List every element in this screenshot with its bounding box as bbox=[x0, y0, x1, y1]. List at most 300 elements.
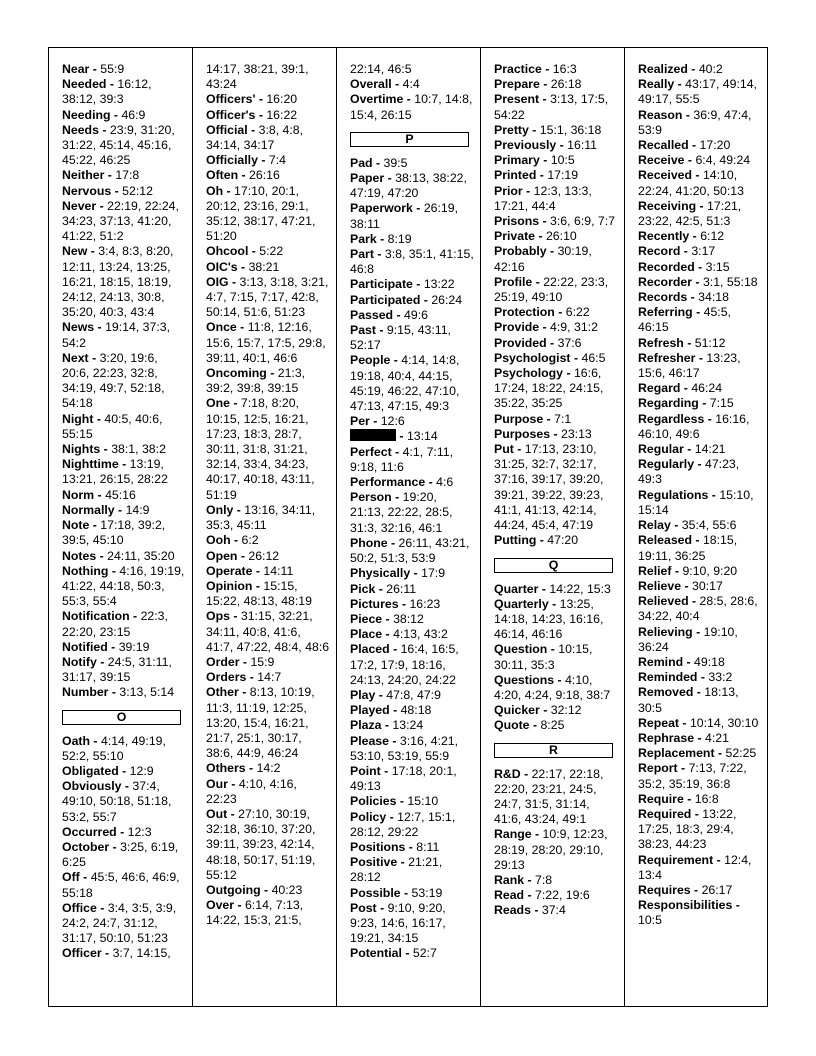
entry-page-refs: 3:25, 6:19, 6:25 bbox=[62, 839, 179, 870]
index-entry: Point - 17:18, 20:1, 49:13 bbox=[350, 763, 457, 794]
entry-term: Relieving bbox=[638, 624, 693, 639]
entry-term: Notified bbox=[62, 639, 108, 654]
index-entry: Profile - 22:22, 23:3, 25:19, 49:10 bbox=[494, 274, 609, 305]
index-entry: Officers' - 16:20 bbox=[206, 92, 298, 107]
entry-term: Past bbox=[350, 323, 376, 338]
index-entry: Opinion - 15:15, 15:22, 48:13, 48:19 bbox=[206, 578, 312, 609]
entry-page-refs: 43:17, 49:14, 49:17, 55:5 bbox=[638, 77, 757, 107]
entry-page-refs: 22:3, 22:20, 23:15 bbox=[62, 609, 168, 639]
index-entry: Per - 12:6 bbox=[350, 414, 405, 429]
entry-term: Question bbox=[494, 642, 548, 657]
index-entry: Phone - 26:11, 43:21, 50:2, 51:3, 53:9 bbox=[350, 535, 470, 566]
index-entry: Recorder - 3:1, 55:18 bbox=[638, 274, 758, 289]
entry-page-refs: 22:17, 22:18, 22:20, 23:21, 24:5, 24:7, 31:5, 31:14, 41:6, 43:24, 49:1 bbox=[494, 766, 604, 827]
index-entry: Passed - 49:6 bbox=[350, 307, 428, 322]
index-entry: Ops - 31:15, 32:21, 34:11, 40:8, 41:6, 41:7, 47:22, 48:4, 48:6 bbox=[206, 609, 330, 654]
index-entry: Potential - 52:7 bbox=[350, 946, 437, 961]
entry-page-refs: 11:8, 12:16, 15:6, 15:7, 17:5, 29:8, 39:11, 40:1, 46:6 bbox=[206, 320, 326, 365]
index-entry: OIC's - 38:21 bbox=[206, 259, 280, 274]
entry-term: Our bbox=[206, 776, 228, 791]
index-entry: Office - 3:4, 3:5, 3:9, 24:2, 24:7, 31:12, 31:17, 50:10, 51:23 bbox=[62, 900, 177, 946]
entry-term: News bbox=[62, 320, 95, 335]
entry-term: Putting bbox=[494, 533, 537, 548]
entry-page-refs: 23:13 bbox=[560, 426, 592, 441]
entry-term: Needing bbox=[62, 107, 111, 122]
entry-term: Off bbox=[62, 870, 80, 885]
index-entry: Record - 3:17 bbox=[638, 244, 716, 259]
entry-term: Outgoing bbox=[206, 882, 261, 897]
entry-page-refs: 9:10, 9:20, 9:23, 14:6, 16:17, 19:21, 34:15 bbox=[350, 900, 446, 946]
entry-page-refs: 46:9 bbox=[121, 107, 146, 122]
entry-page-refs: 38:13, 38:22, 47:19, 47:20 bbox=[350, 171, 467, 201]
index-entry: Nighttime - 13:19, 13:21, 26:15, 28:22 bbox=[62, 457, 168, 487]
index-entry: Quicker - 32:12 bbox=[494, 703, 582, 718]
index-entry bbox=[350, 62, 474, 77]
index-entry: Regardless - 16:16, 46:10, 49:6 bbox=[638, 411, 750, 441]
index-entry: Positions - 8:11 bbox=[350, 839, 440, 854]
index-entry: Post - 9:10, 9:20, 9:23, 14:6, 16:17, 19:21, 34:15 bbox=[350, 900, 446, 946]
index-entry: Records - 34:18 bbox=[638, 290, 729, 305]
entry-page-refs: 22:22, 23:3, 25:19, 49:10 bbox=[494, 274, 609, 305]
index-column bbox=[337, 48, 481, 1006]
index-entry: Reads - 37:4 bbox=[494, 903, 566, 918]
entry-term: Norm bbox=[62, 487, 95, 502]
entry-term: Regardless bbox=[638, 411, 705, 426]
entry-page-refs: 14:2 bbox=[256, 761, 281, 776]
index-entry: Quote - 8:25 bbox=[494, 718, 565, 733]
index-entry: Relay - 35:4, 55:6 bbox=[638, 518, 737, 533]
entry-term: Realized bbox=[638, 62, 688, 76]
entry-term: Neither bbox=[62, 168, 105, 183]
index-entry: Read - 7:22, 19:6 bbox=[494, 888, 590, 903]
entry-page-refs: 46:5 bbox=[581, 350, 606, 365]
index-entry: Often - 26:16 bbox=[206, 168, 280, 183]
entry-page-refs: 17:8 bbox=[115, 168, 140, 183]
entry-page-refs: 48:18 bbox=[400, 703, 432, 718]
entry-page-refs: 47:20 bbox=[547, 533, 579, 548]
entry-page-refs: 12:7, 15:1, 28:12, 29:22 bbox=[350, 809, 456, 839]
entry-page-refs: 7:22, 19:6 bbox=[535, 888, 590, 903]
entry-page-refs: 16:20 bbox=[266, 92, 298, 107]
index-entry: Order - 15:9 bbox=[206, 654, 275, 669]
index-entry: Regularly - 47:23, 49:3 bbox=[638, 457, 740, 487]
index-entry: Person - 19:20, 21:13, 22:22, 28:5, 31:3, 32:16, 46:1 bbox=[350, 490, 453, 535]
index-entry: Quarter - 14:22, 15:3 bbox=[494, 581, 611, 596]
index-entry: Provided - 37:6 bbox=[494, 335, 582, 350]
entry-page-refs: 45:5, 46:15 bbox=[638, 305, 731, 335]
index-entry: Regular - 14:21 bbox=[638, 442, 726, 457]
entry-page-refs: 7:8 bbox=[535, 872, 553, 887]
entry-page-refs: 36:9, 47:4, 53:9 bbox=[638, 107, 752, 137]
entry-term: Official bbox=[206, 122, 248, 137]
index-entry: Normally - 14:9 bbox=[62, 502, 150, 517]
entry-page-refs: 37:4 bbox=[541, 903, 566, 918]
entry-term: Reason bbox=[638, 107, 683, 122]
entry-term: Quarter bbox=[494, 581, 539, 596]
index-entry: Near - 55:9 bbox=[62, 62, 125, 76]
entry-page-refs: 39:19 bbox=[118, 639, 150, 654]
entry-term: Ops bbox=[206, 609, 230, 624]
index-entry: Place - 4:13, 43:2 bbox=[350, 627, 448, 642]
entry-page-refs: 16:3 bbox=[552, 62, 577, 76]
entry-page-refs: 40:2 bbox=[698, 62, 723, 76]
index-entry: Psychology - 16:6, 17:24, 18:22, 24:15, 35:22, 35:25 bbox=[494, 366, 604, 411]
index-entry: October - 3:25, 6:19, 6:25 bbox=[62, 839, 179, 870]
index-entry: Notes - 24:11, 35:20 bbox=[62, 548, 175, 563]
entry-page-refs: 49:18 bbox=[694, 654, 725, 669]
entry-page-refs: 3:13, 3:18, 3:21, 4:7, 7:15, 7:17, 42:8, 50:14, 51:6, 51:23 bbox=[206, 274, 329, 320]
index-entry: Please - 3:16, 4:21, 53:10, 53:19, 55:9 bbox=[350, 733, 459, 763]
entry-page-refs: 10:7, 14:8, 15:4, 26:15 bbox=[350, 92, 473, 122]
entry-page-refs: 18:13, 30:5 bbox=[638, 685, 739, 715]
entry-page-refs: 12:3, 13:3, 17:21, 44:4 bbox=[494, 183, 592, 213]
entry-page-refs: 28:5, 28:6, 34:22, 40:4 bbox=[638, 594, 758, 624]
entry-term: Relief bbox=[638, 563, 672, 578]
entry-page-refs: 16:6, 17:24, 18:22, 24:15, 35:22, 35:25 bbox=[494, 366, 604, 411]
index-entry: R&D - 22:17, 22:18, 22:20, 23:21, 24:5, 24:7, 31:5, 31:14, 41:6, 43:24, 49:1 bbox=[494, 766, 604, 827]
entry-page-refs: 3:4, 8:3, 8:20, 12:11, 13:24, 13:25, 16:21, 18:15, 18:19, 24:12, 24:13, 30:8, 35:20, 40:3, 43:4 bbox=[62, 244, 174, 320]
entry-page-refs: 8:11 bbox=[416, 839, 440, 854]
entry-term: October bbox=[62, 839, 110, 854]
entry-term: Office bbox=[62, 900, 97, 915]
entry-term: Person bbox=[350, 490, 392, 505]
entry-page-refs: 8:25 bbox=[540, 718, 565, 733]
entry-page-refs: 21:3, 39:2, 39:8, 39:15 bbox=[206, 366, 306, 396]
entry-page-refs: 22:14, 46:5 bbox=[350, 62, 412, 76]
entry-page-refs: 9:15, 43:11, 52:17 bbox=[350, 323, 451, 353]
entry-page-refs: 31:15, 32:21, 34:11, 40:8, 41:6, 41:7, 47:22, 48:4, 48:6 bbox=[206, 609, 330, 654]
index-entry: Repeat - 10:14, 30:10 bbox=[638, 715, 759, 730]
index-frame bbox=[48, 47, 768, 1007]
entry-page-refs: 26:19, 38:11 bbox=[350, 201, 459, 231]
index-entry: Obligated - 12:9 bbox=[62, 763, 154, 778]
entry-page-refs: 16:11 bbox=[567, 138, 597, 153]
entry-page-refs: 15:1, 36:18 bbox=[539, 122, 602, 137]
index-entry: Notification - 22:3, 22:20, 23:15 bbox=[62, 609, 168, 639]
entry-term: Physically bbox=[350, 566, 411, 581]
index-entry: Prisons - 3:6, 6:9, 7:7 bbox=[494, 214, 615, 229]
entry-page-refs: 3:13, 17:5, 54:22 bbox=[494, 92, 609, 122]
entry-term: Regular bbox=[638, 442, 684, 457]
entry-term: Notification bbox=[62, 609, 130, 624]
entry-page-refs: 13:23, 15:6, 46:17 bbox=[638, 350, 741, 381]
entry-page-refs: 30:17 bbox=[692, 578, 723, 593]
entry-page-refs: 37:4, 49:10, 50:18, 51:18, 53:2, 55:7 bbox=[62, 779, 172, 824]
entry-term: Ooh bbox=[206, 533, 231, 548]
entry-page-refs: 4:13, 43:2 bbox=[393, 627, 448, 642]
index-entry: Participate - 13:22 bbox=[350, 277, 455, 292]
entry-term: Obviously bbox=[62, 779, 122, 794]
entry-term: Phone bbox=[350, 535, 388, 550]
index-entry: Oath - 4:14, 49:19, 52:2, 55:10 bbox=[62, 733, 166, 763]
index-entry: Rank - 7:8 bbox=[494, 872, 553, 887]
index-entry: Off - 45:5, 46:6, 46:9, 55:18 bbox=[62, 870, 180, 900]
entry-term: Protection bbox=[494, 305, 555, 320]
entry-page-refs: 9:10, 9:20 bbox=[682, 563, 738, 578]
entry-term: Opinion bbox=[206, 578, 253, 593]
index-entry: Receive - 6:4, 49:24 bbox=[638, 153, 751, 168]
entry-page-refs: 13:22, 17:25, 18:3, 29:4, 38:23, 44:23 bbox=[638, 806, 737, 852]
entry-page-refs: 13:14 bbox=[406, 429, 438, 444]
index-entry: Nervous - 52:12 bbox=[62, 183, 153, 198]
entry-page-refs: 4:16, 19:19, 41:22, 44:18, 50:3, 55:3, 55:4 bbox=[62, 563, 185, 609]
entry-term: Order bbox=[206, 654, 240, 669]
index-entry: Open - 26:12 bbox=[206, 548, 280, 563]
entry-page-refs: 30:19, 42:16 bbox=[494, 244, 592, 274]
entry-page-refs: 38:1, 38:2 bbox=[111, 442, 166, 457]
index-entry: Removed - 18:13, 30:5 bbox=[638, 685, 739, 715]
entry-page-refs: 12:9 bbox=[129, 763, 154, 778]
index-entry: Possible - 53:19 bbox=[350, 885, 443, 900]
index-entry: Our - 4:10, 4:16, 22:23 bbox=[206, 776, 297, 806]
index-entry: Obviously - 37:4, 49:10, 50:18, 51:18, 53:2, 55:7 bbox=[62, 779, 172, 824]
entry-term: Nighttime bbox=[62, 457, 119, 472]
entry-term: Quote bbox=[494, 718, 530, 733]
entry-term: Per bbox=[350, 414, 370, 429]
entry-page-refs: 13:19, 13:21, 26:15, 28:22 bbox=[62, 457, 168, 487]
entry-page-refs: 17:18, 20:1, 49:13 bbox=[350, 763, 457, 794]
entry-page-refs: 24:11, 35:20 bbox=[107, 548, 175, 563]
entry-term: Relay bbox=[638, 518, 671, 533]
entry-page-refs: 26:24 bbox=[431, 292, 463, 307]
entry-term: Report bbox=[638, 761, 678, 776]
index-entry: Needed - 16:12, 38:12, 39:3 bbox=[62, 77, 152, 107]
entry-page-refs: 51:12 bbox=[694, 335, 726, 350]
index-entry: Physically - 17:9 bbox=[350, 566, 446, 581]
index-entry: Regard - 46:24 bbox=[638, 381, 723, 396]
index-entry: Previously - 16:11 bbox=[494, 138, 597, 153]
index-entry: Put - 17:13, 23:10, 31:25, 32:7, 32:17, 37:16, 39:17, 39:20, 39:21, 39:22, 39:23, 41:1, 41:13, 42:14, 44:24, 45:4, 47:19 bbox=[494, 442, 604, 533]
index-entry: Replacement - 52:25 bbox=[638, 746, 757, 761]
index-entry: Receiving - 17:21, 23:22, 42:5, 51:3 bbox=[638, 198, 742, 229]
index-entry: Nothing - 4:16, 19:19, 41:22, 44:18, 50:3, 55:3, 55:4 bbox=[62, 563, 185, 609]
entry-term: Placed bbox=[350, 642, 390, 657]
entry-page-refs: 40:23 bbox=[271, 882, 303, 897]
index-entry: Provide - 4:9, 31:2 bbox=[494, 320, 598, 335]
index-entry: Probably - 30:19, 42:16 bbox=[494, 244, 592, 274]
entry-page-refs: 33:2 bbox=[708, 670, 733, 685]
entry-term: Positive bbox=[350, 855, 398, 870]
entry-page-refs: 4:9, 31:2 bbox=[550, 320, 598, 335]
entry-page-refs: 17:9 bbox=[421, 566, 446, 581]
entry-term: Quicker bbox=[494, 703, 540, 718]
entry-page-refs: 35:4, 55:6 bbox=[681, 518, 737, 533]
index-entry: Reason - 36:9, 47:4, 53:9 bbox=[638, 107, 752, 137]
index-entry: Outgoing - 40:23 bbox=[206, 882, 303, 897]
entry-term: OIC's bbox=[206, 259, 238, 274]
index-entry: Responsibilities - 10:5 bbox=[638, 898, 740, 928]
index-entry: Realized - 40:2 bbox=[638, 62, 723, 76]
entry-page-refs: 49:6 bbox=[404, 307, 428, 322]
entry-term: Performance bbox=[350, 475, 426, 490]
entry-term: Provide bbox=[494, 320, 540, 335]
index-entry: Purpose - 7:1 bbox=[494, 411, 572, 426]
entry-page-refs: 4:10, 4:20, 4:24, 9:18, 38:7 bbox=[494, 672, 611, 702]
index-entry: Printed - 17:19 bbox=[494, 168, 579, 183]
entry-term: Paper bbox=[350, 171, 385, 186]
entry-page-refs: 52:7 bbox=[412, 946, 437, 961]
entry-term: Policies bbox=[350, 794, 397, 809]
index-entry: Out - 27:10, 30:19, 32:18, 36:10, 37:20, 39:11, 39:23, 42:14, 48:18, 50:17, 51:19, 55:12 bbox=[206, 806, 316, 882]
entry-page-refs: 26:11 bbox=[386, 581, 417, 596]
entry-page-refs: 16:22 bbox=[266, 107, 298, 122]
entry-page-refs: 5:22 bbox=[259, 244, 284, 259]
index-entry: Referring - 45:5, 46:15 bbox=[638, 305, 731, 335]
entry-term: Require bbox=[638, 791, 684, 806]
entry-page-refs: 7:13, 7:22, 35:2, 35:19, 36:8 bbox=[638, 761, 747, 791]
entry-term: Paperwork bbox=[350, 201, 413, 216]
index-entry: Placed - 16:4, 16:5, 17:2, 17:9, 18:16, 24:13, 24:20, 24:22 bbox=[350, 642, 459, 687]
entry-term: Psychologist bbox=[494, 350, 571, 365]
entry-term: Prior bbox=[494, 183, 523, 198]
entry-term: Played bbox=[350, 703, 390, 718]
entry-term: Really bbox=[638, 77, 675, 92]
entry-page-refs: 7:1 bbox=[554, 411, 572, 426]
index-entry: Oncoming - 21:3, 39:2, 39:8, 39:15 bbox=[206, 366, 306, 396]
entry-page-refs: 6:4, 49:24 bbox=[695, 153, 751, 168]
index-entry: Other - 8:13, 10:19, 11:3, 11:19, 12:25, 13:20, 15:4, 16:21, 21:7, 25:1, 30:17, 38:6, 44:9, 46:24 bbox=[206, 685, 315, 761]
entry-term: Practice bbox=[494, 62, 542, 76]
entry-term: Needs bbox=[62, 122, 99, 137]
entry-term: Oncoming bbox=[206, 366, 267, 381]
entry-term: Others bbox=[206, 761, 246, 776]
entry-term: Provided bbox=[494, 335, 547, 350]
entry-page-refs: 39:5 bbox=[383, 155, 408, 170]
entry-term: Rank bbox=[494, 872, 525, 887]
index-entry: Purposes - 23:13 bbox=[494, 426, 592, 441]
entry-page-refs: 6:2 bbox=[241, 533, 259, 548]
index-entry: Recalled - 17:20 bbox=[638, 138, 731, 153]
entry-term: Occurred bbox=[62, 824, 117, 839]
entry-page-refs: 47:8, 47:9 bbox=[386, 687, 441, 702]
entry-page-refs: 52:12 bbox=[122, 183, 153, 198]
entry-page-refs: 15:10, 15:14 bbox=[638, 487, 754, 517]
entry-page-refs: 4:14, 14:8, 19:18, 40:4, 44:15, 45:19, 46:22, 47:10, 47:13, 47:15, 49:3 bbox=[350, 353, 460, 414]
letter-header: R bbox=[494, 743, 613, 758]
index-entry bbox=[206, 62, 330, 92]
entry-page-refs: 19:14, 37:3, 54:2 bbox=[62, 320, 171, 350]
entry-term: Purposes bbox=[494, 426, 551, 441]
index-entry: Present - 3:13, 17:5, 54:22 bbox=[494, 92, 609, 122]
entry-term: Over bbox=[206, 898, 235, 913]
entry-page-refs: 12:4, 13:4 bbox=[638, 852, 752, 882]
entry-term: Regarding bbox=[638, 396, 699, 411]
index-entry: Questions - 4:10, 4:20, 4:24, 9:18, 38:7 bbox=[494, 672, 611, 702]
index-entry: Once - 11:8, 12:16, 15:6, 15:7, 17:5, 29:8, 39:11, 40:1, 46:6 bbox=[206, 320, 326, 365]
entry-page-refs: 26:12 bbox=[248, 548, 280, 563]
index-entry: Ooh - 6:2 bbox=[206, 533, 259, 548]
entry-term: Notify bbox=[62, 654, 97, 669]
entry-term: Remind bbox=[638, 654, 684, 669]
entry-term: One bbox=[206, 396, 230, 411]
entry-page-refs: 3:8, 35:1, 41:15, 46:8 bbox=[350, 247, 474, 277]
index-entry: Notified - 39:19 bbox=[62, 639, 150, 654]
entry-page-refs: 14:17, 38:21, 39:1, 43:24 bbox=[206, 62, 309, 92]
index-entry: Norm - 45:16 bbox=[62, 487, 136, 502]
index-entry: Overall - 4:4 bbox=[350, 77, 420, 92]
entry-page-refs: 3:7, 14:15, bbox=[112, 946, 171, 961]
index-entry: Released - 18:15, 19:11, 36:25 bbox=[638, 533, 738, 563]
entry-page-refs: 45:5, 46:6, 46:9, 55:18 bbox=[62, 870, 180, 900]
index-entry: Only - 13:16, 34:11, 35:3, 45:11 bbox=[206, 502, 316, 533]
entry-page-refs: 3:13, 5:14 bbox=[119, 685, 175, 700]
entry-page-refs: 13:16, 34:11, 35:3, 45:11 bbox=[206, 502, 316, 533]
entry-page-refs: 46:24 bbox=[691, 381, 723, 396]
index-entry: Pictures - 16:23 bbox=[350, 596, 441, 611]
entry-page-refs: 19:10, 36:24 bbox=[638, 624, 738, 654]
entry-page-refs: 3:1, 55:18 bbox=[702, 274, 758, 289]
index-entry: Next - 3:20, 19:6, 20:6, 22:23, 32:8, 34:19, 49:7, 52:18, 54:18 bbox=[62, 350, 165, 411]
entry-term: Orders bbox=[206, 670, 247, 685]
entry-term: Often bbox=[206, 168, 239, 183]
entry-page-refs: 14:10, 22:24, 41:20, 50:13 bbox=[638, 168, 744, 198]
entry-page-refs: 26:11, 43:21, 50:2, 51:3, 53:9 bbox=[350, 535, 470, 566]
entry-term: Overall bbox=[350, 77, 392, 92]
entry-term: Relieve bbox=[638, 578, 682, 593]
index-entry: Play - 47:8, 47:9 bbox=[350, 687, 441, 702]
entry-page-refs: 13:24 bbox=[392, 718, 424, 733]
index-column bbox=[481, 48, 625, 1006]
entry-page-refs: 7:18, 8:20, 10:15, 12:5, 16:21, 17:23, 18:3, 28:7, 30:11, 31:8, 31:21, 32:14, 33:4, 34:23, 40:17, 40:18, 43:11, 51:19 bbox=[206, 396, 315, 502]
index-entry: Relief - 9:10, 9:20 bbox=[638, 563, 738, 578]
index-column bbox=[625, 48, 769, 1006]
entry-term: Reads bbox=[494, 903, 531, 918]
entry-term: Night bbox=[62, 411, 94, 426]
entry-page-refs: 12:3 bbox=[127, 824, 152, 839]
index-entry: Officially - 7:4 bbox=[206, 153, 286, 168]
entry-page-refs: 40:5, 40:6, 55:15 bbox=[62, 411, 163, 441]
entry-term: Overtime bbox=[350, 92, 404, 107]
entry-term: Pretty bbox=[494, 122, 529, 137]
index-entry: Perfect - 4:1, 7:11, 9:18, 11:6 bbox=[350, 444, 454, 474]
entry-page-refs: 13:25, 14:18, 14:23, 16:16, 46:14, 46:16 bbox=[494, 596, 604, 642]
entry-term: Plaza bbox=[350, 718, 382, 733]
entry-page-refs: 3:8, 4:8, 34:14, 34:17 bbox=[206, 122, 304, 153]
index-entry: Over - 6:14, 7:13, 14:22, 15:3, 21:5, bbox=[206, 898, 304, 928]
entry-term: Operate bbox=[206, 563, 253, 578]
index-entry: Protection - 6:22 bbox=[494, 305, 590, 320]
index-entry: Night - 40:5, 40:6, 55:15 bbox=[62, 411, 163, 441]
index-entry: Officer - 3:7, 14:15, bbox=[62, 946, 171, 961]
entry-term: Note bbox=[62, 518, 90, 533]
entry-term: Policy bbox=[350, 809, 387, 824]
entry-term: OIG bbox=[206, 274, 229, 289]
index-entry: Remind - 49:18 bbox=[638, 654, 725, 669]
entry-term: Range bbox=[494, 827, 532, 842]
index-entry: Really - 43:17, 49:14, 49:17, 55:5 bbox=[638, 77, 757, 107]
entry-term: Obligated bbox=[62, 763, 119, 778]
index-entry: Piece - 38:12 bbox=[350, 611, 424, 626]
entry-term: Place bbox=[350, 627, 383, 642]
entry-page-refs: 7:15 bbox=[709, 396, 734, 411]
entry-term: Officers' bbox=[206, 92, 256, 107]
entry-term: Refresher bbox=[638, 350, 696, 365]
entry-term: Participated bbox=[350, 292, 421, 307]
entry-page-refs: 14:21 bbox=[694, 442, 726, 457]
entry-term: Out bbox=[206, 806, 228, 821]
entry-page-refs: 4:14, 49:19, 52:2, 55:10 bbox=[62, 733, 166, 763]
index-entry: Psychologist - 46:5 bbox=[494, 350, 606, 365]
entry-term: Post bbox=[350, 900, 377, 915]
entry-term: Records bbox=[638, 290, 688, 305]
entry-page-refs: 16:16, 46:10, 49:6 bbox=[638, 411, 750, 441]
entry-term: Other bbox=[206, 685, 239, 700]
entry-term: Play bbox=[350, 687, 376, 702]
entry-term: Refresh bbox=[638, 335, 684, 350]
index-entry: Regarding - 7:15 bbox=[638, 396, 734, 411]
letter-header: Q bbox=[494, 558, 613, 573]
entry-term: Present bbox=[494, 92, 540, 107]
